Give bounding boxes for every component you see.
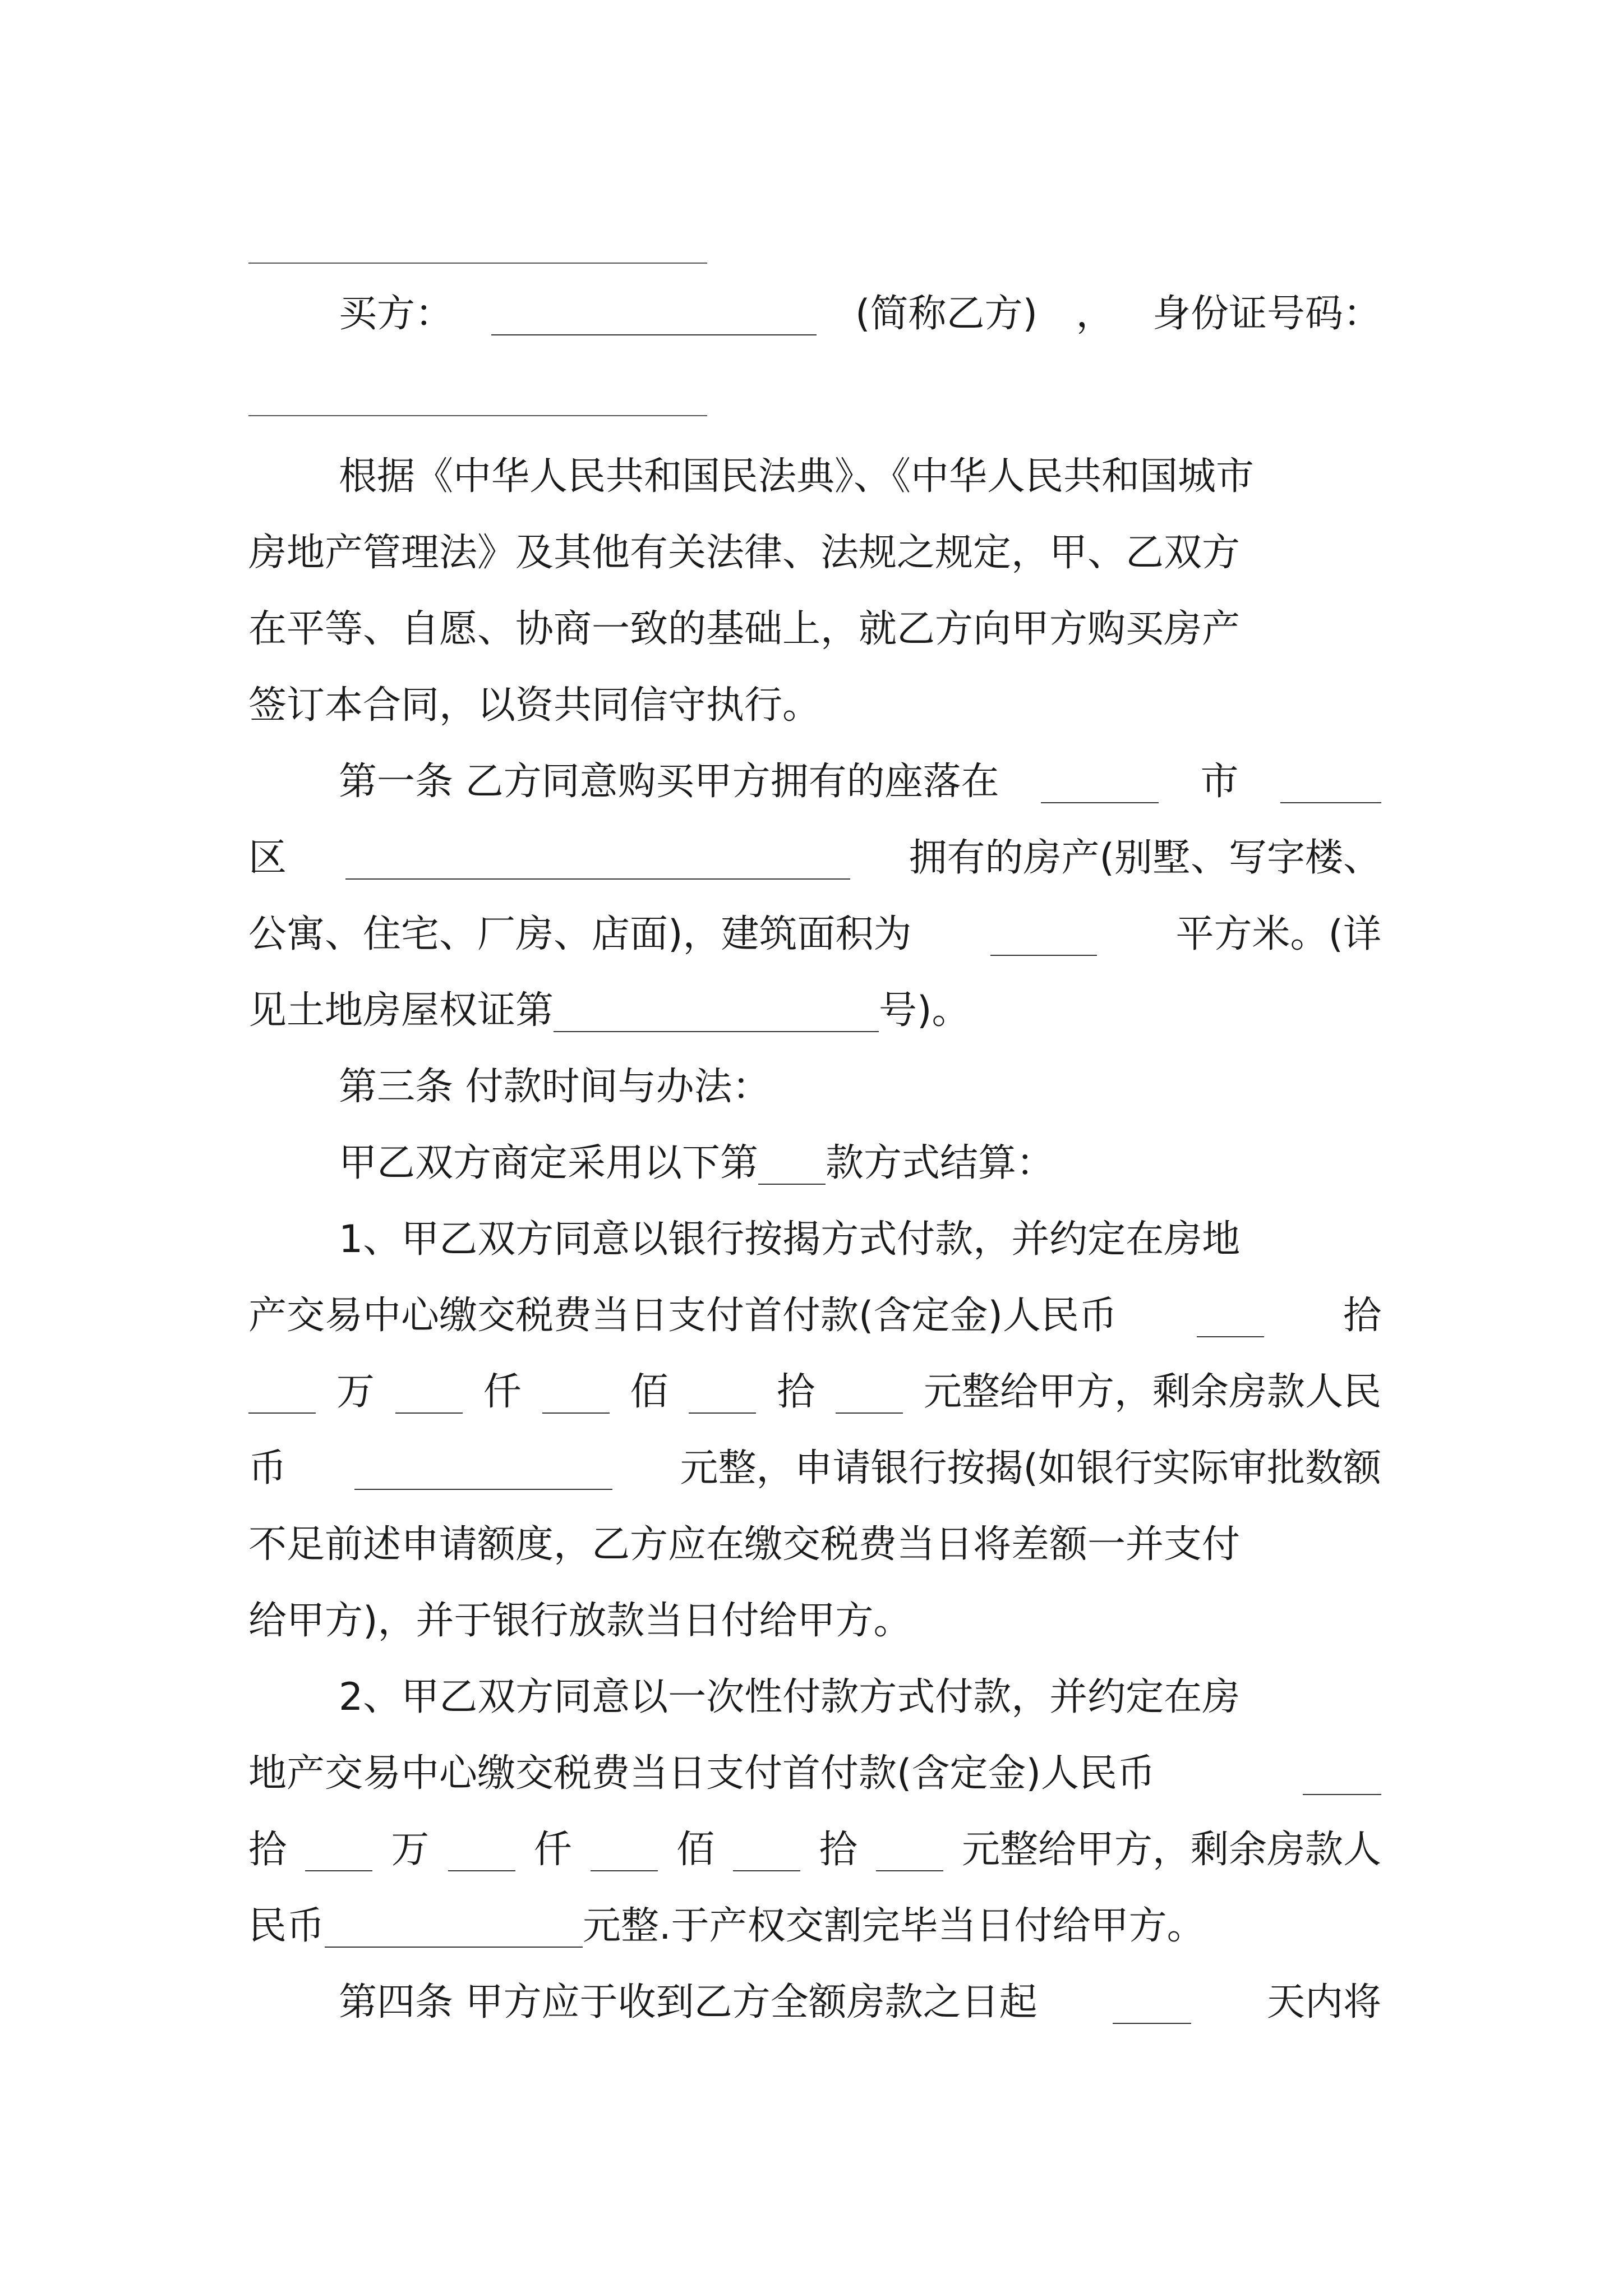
preamble-line-3 [248, 601, 1381, 657]
buyer-abbr: (简称乙方) [855, 292, 1038, 336]
article1-line-1 [248, 754, 1381, 810]
opt2-shi-blank[interactable] [733, 1835, 800, 1871]
opt1-qian-blank[interactable] [395, 1378, 463, 1414]
option2-text-2: 地产交易中心缴交税费当日支付首付款(含定金)人民币 [248, 1751, 1156, 1796]
buyer-name-blank[interactable] [491, 300, 817, 335]
opt2-shiwan-blank[interactable] [1303, 1759, 1381, 1795]
opt2-shiwan-label: 拾 [248, 1828, 287, 1872]
buyer-id-label: 身份证号码： [1152, 292, 1381, 336]
article3-choose-text-a: 甲乙双方商定采用以下第 [339, 1141, 759, 1185]
article4-text-a: 第四条 甲方应于收到乙方全额房款之日起 [339, 1980, 1038, 2024]
option2-text-4b: 元整.于产权交割完毕当日付给甲方。 [583, 1904, 1205, 1948]
option1-text-2a: 产交易中心缴交税费当日支付首付款(含定金)人民币 [248, 1294, 1118, 1338]
option2-line-1 [248, 1669, 1381, 1726]
article1-text-2a: 区 [248, 836, 287, 880]
option2-text-4a: 民币 [248, 1904, 325, 1948]
option1-line-6 [248, 1593, 1381, 1649]
preamble-text-2: 房地产管理法》及其他有关法律、法规之规定，甲、乙双方 [248, 531, 1241, 575]
address-blank[interactable] [345, 844, 850, 880]
preamble-text-1: 根据《中华人民共和国民法典》、《中华人民共和国城市 [339, 454, 1255, 499]
buyer-line [248, 286, 1381, 342]
option2-text-1: 2、甲乙双方同意以一次性付款方式付款，并约定在房 [339, 1675, 1241, 1719]
article3-choose-text-b: 款方式结算： [826, 1141, 1055, 1185]
opt2-remaining-blank[interactable] [325, 1912, 583, 1948]
option1-line-2 [248, 1288, 1381, 1344]
article1-text-3b: 平方米。(详 [1175, 912, 1381, 956]
preamble-line-4 [248, 678, 1381, 734]
option1-text-4b: 元整，申请银行按揭(如银行实际审批数额 [680, 1446, 1381, 1490]
option1-text-1: 1、甲乙双方同意以银行按揭方式付款，并约定在房地 [339, 1217, 1241, 1262]
option2-text-3-tail: 元整给甲方，剩余房款人 [961, 1828, 1381, 1872]
option1-text-6: 给甲方)，并于银行放款当日付给甲方。 [248, 1599, 912, 1643]
opt1-shi-label: 拾 [777, 1370, 815, 1414]
city-blank[interactable] [1041, 767, 1159, 803]
opt1-shiwan-blank[interactable] [1197, 1301, 1264, 1337]
days-blank[interactable] [1113, 1988, 1191, 2024]
article1-text-2b: 拥有的房产(别墅、写字楼、 [909, 836, 1381, 880]
method-number-blank[interactable] [758, 1149, 826, 1185]
option1-text-4a: 币 [248, 1446, 287, 1490]
opt1-qian-label: 仟 [483, 1370, 522, 1414]
opt1-wan-label: 万 [336, 1370, 375, 1414]
article1-text-4b: 号)。 [879, 988, 970, 1033]
opt1-yuan-blank[interactable] [836, 1378, 903, 1414]
district-blank[interactable] [1280, 767, 1381, 803]
article1-line-4 [248, 983, 1381, 1039]
top-blank-rule [248, 263, 707, 264]
preamble-line-1 [248, 449, 1381, 505]
opt2-wan-label: 万 [391, 1828, 430, 1872]
opt2-bai-label: 佰 [676, 1828, 715, 1872]
article3-heading [248, 1059, 1381, 1115]
option2-line-4 [248, 1898, 1381, 1954]
option1-line-1 [248, 1212, 1381, 1268]
article1-text-1a: 第一条 乙方同意购买甲方拥有的座落在 [339, 760, 999, 804]
article3-choose [248, 1135, 1381, 1191]
option2-line-2 [248, 1746, 1381, 1802]
opt2-qian-label: 仟 [533, 1828, 572, 1872]
article4-text-b: 天内将 [1266, 1980, 1381, 2024]
buyer-label: 买方： [339, 292, 454, 336]
article1-text-3a: 公寓、住宅、厂房、店面)，建筑面积为 [248, 912, 912, 956]
option1-text-3-tail: 元整给甲方，剩余房款人民 [923, 1370, 1381, 1414]
preamble-text-4: 签订本合同，以资共同信守执行。 [248, 683, 821, 728]
opt2-bai-blank[interactable] [591, 1835, 658, 1871]
opt1-bai-blank[interactable] [542, 1378, 610, 1414]
option1-line-5 [248, 1517, 1381, 1573]
article1-text-4a: 见土地房屋权证第 [248, 988, 554, 1033]
option2-line-3 [248, 1822, 1381, 1878]
article1-line-2 [248, 830, 1381, 886]
article3-heading-text: 第三条 付款时间与办法： [339, 1065, 771, 1109]
article1-text-1b: 市 [1200, 760, 1239, 804]
opt2-yuan-blank[interactable] [876, 1835, 943, 1871]
option1-line-4 [248, 1441, 1381, 1497]
opt1-remaining-blank[interactable] [354, 1454, 612, 1490]
opt2-shi-label: 拾 [819, 1828, 857, 1872]
opt1-bai-label: 佰 [630, 1370, 668, 1414]
preamble-text-3: 在平等、自愿、协商一致的基础上，就乙方向甲方购买房产 [248, 607, 1241, 651]
opt2-qian-blank[interactable] [448, 1835, 515, 1871]
option1-line-3 [248, 1364, 1381, 1420]
opt1-shi-blank[interactable] [689, 1378, 756, 1414]
opt1-wan-blank[interactable] [248, 1378, 316, 1414]
certificate-number-blank[interactable] [554, 996, 879, 1032]
buyer-id-blank-rule[interactable] [248, 415, 707, 416]
buyer-comma: ， [1076, 292, 1114, 336]
preamble-line-2 [248, 525, 1381, 581]
area-blank[interactable] [990, 920, 1097, 956]
option1-text-2b: 拾 [1343, 1294, 1381, 1338]
opt2-wan-blank[interactable] [305, 1835, 372, 1871]
article1-line-3 [248, 907, 1381, 963]
article4-line-1 [248, 1975, 1381, 2031]
option1-text-5: 不足前述申请额度，乙方应在缴交税费当日将差额一并支付 [248, 1522, 1241, 1567]
